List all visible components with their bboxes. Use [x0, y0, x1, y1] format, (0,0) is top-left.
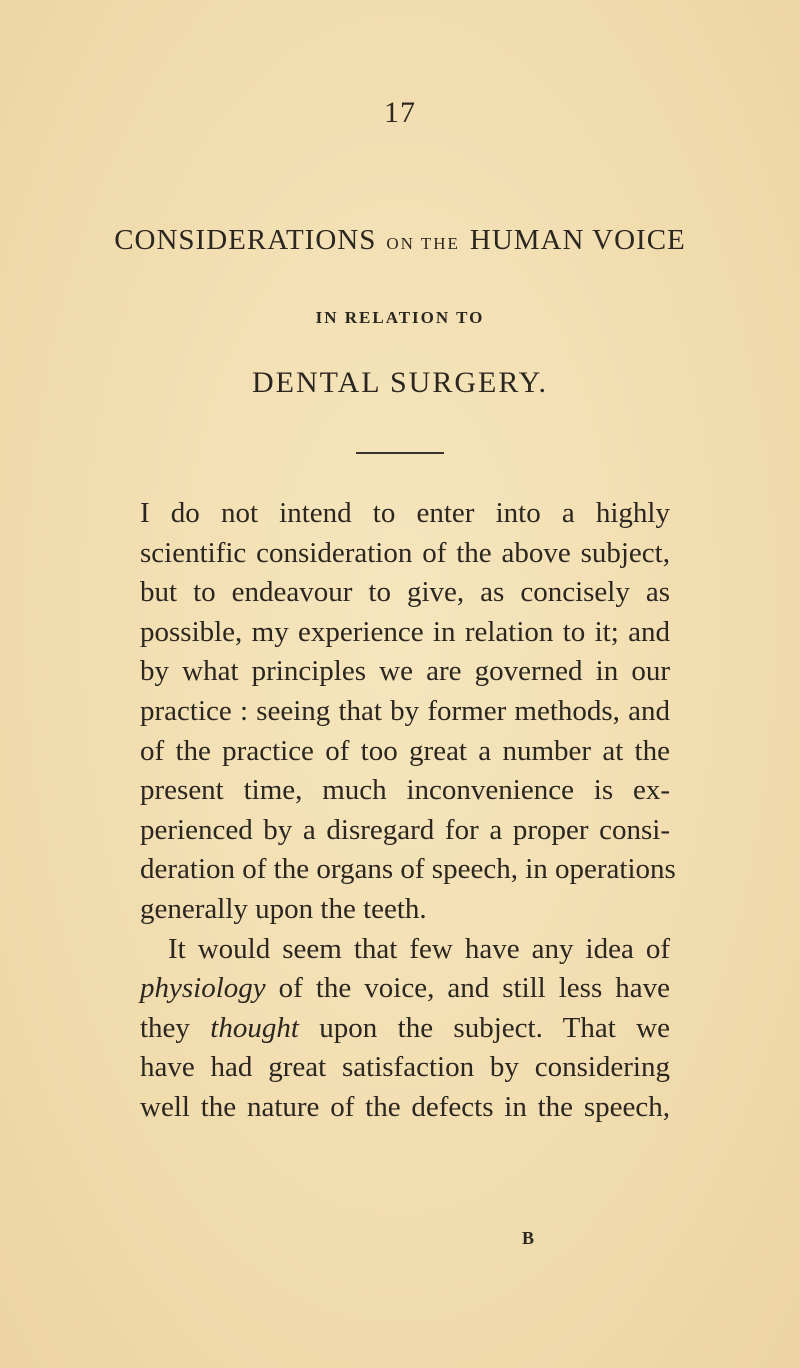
text-line: well the nature of the defects in the speech,: [140, 1090, 670, 1123]
title-considerations: CONSIDERATIONS: [114, 224, 377, 256]
text-segment: upon the subject. That we: [298, 1011, 670, 1044]
text-line: I do not intend to enter into a highly: [140, 497, 670, 529]
text-line: scientific consideration of the above subject,: [140, 536, 670, 569]
page-number: 17: [384, 96, 416, 129]
title-on-the: ON THE: [386, 234, 460, 253]
italic-thought: thought: [210, 1011, 299, 1044]
section-divider: [356, 452, 444, 454]
text-line: by what principles we are governed in our: [140, 655, 670, 688]
body-paragraphs: [140, 494, 676, 1128]
text-line-mixed: [140, 1009, 670, 1049]
text-line-mixed: [140, 969, 670, 1009]
text-line: generally upon the teeth.: [140, 892, 427, 925]
italic-physiology: physiology: [140, 972, 266, 1005]
text-line: It would seem that few have any idea of: [168, 932, 670, 965]
text-segment: they: [140, 1011, 211, 1044]
text-line: possible, my experience in relation to it; and: [140, 615, 670, 648]
text-line: perienced by a disregard for a proper consi-: [140, 813, 670, 846]
text-line: of the practice of too great a number at the: [140, 734, 670, 767]
title-dental-surgery: DENTAL SURGERY.: [252, 366, 548, 399]
text-line: deration of the organs of speech, in operations: [140, 853, 676, 886]
text-line: present time, much inconvenience is ex-: [140, 774, 670, 807]
text-line: but to endeavour to give, as concisely as: [140, 576, 670, 609]
text-segment: of the voice, and still less have: [265, 972, 670, 1005]
title-human-voice: HUMAN VOICE: [469, 224, 686, 256]
signature-mark: B: [522, 1228, 535, 1248]
title-subtitle: IN RELATION TO: [315, 308, 485, 327]
text-line: have had great satisfaction by considering: [140, 1051, 670, 1084]
text-line: practice : seeing that by former methods, and: [140, 694, 670, 727]
title-main: [0, 224, 800, 257]
